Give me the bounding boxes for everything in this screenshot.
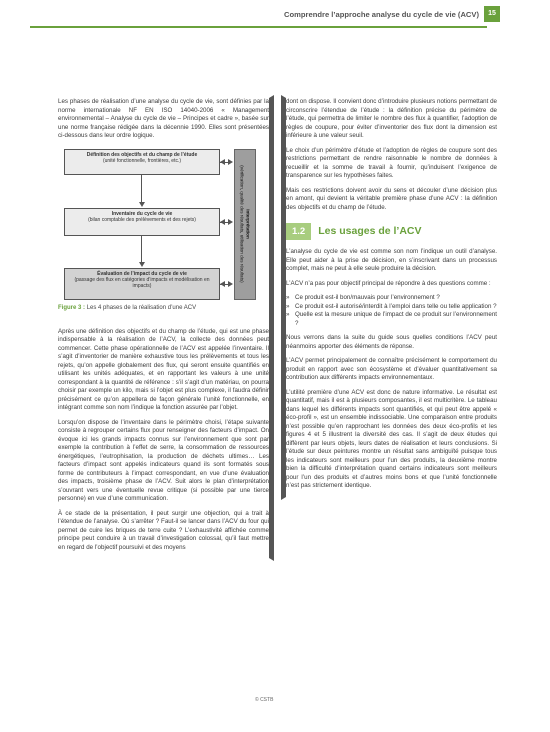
phase-title: Évaluation de l’impact du cycle de vie xyxy=(97,270,187,277)
arrow-right-icon xyxy=(228,159,233,165)
body-paragraph: L’ACV permet principalement de connaître précisément le comportement du produit en rapport avec son écosystème et d’évaluer quantitativement sa contribution aux différents impacts environnementaux. xyxy=(286,357,497,381)
section-number: 1.2 xyxy=(286,223,311,240)
phase-box-objectifs xyxy=(64,149,220,175)
header-rule xyxy=(30,26,487,28)
figure-acv-phases xyxy=(58,147,269,324)
phase-subtitle: (vérification, qualité des résultats, utilisation des résultats) xyxy=(240,165,245,283)
list-item: » Ce produit est-il bon/mauvais pour l’environnement ? xyxy=(286,294,497,303)
intro-paragraph: Les phases de réalisation d’une analyse du cycle de vie, sont définies par la norme internationale NF EN ISO 14040-2006 « Management environnemental – Analyse du cycle de vie – Principes et cadre », basée sur une norme française rédigée dans la décennie 1990. Elles sont présentées ci-dessous dans leur ordre logique. xyxy=(58,98,269,139)
body-paragraph: Le choix d’un périmètre d’étude et l’adoption de règles de coupure sont des restrictions permettant de rendre raisonnable le nombre de données à recueillir et la somme de travail à fournir, qu’induisent l’exigence de transparence sur les hypothèses faites. xyxy=(286,146,497,179)
body-paragraph: Lorsqu’on dispose de l’inventaire dans le périmètre choisi, l’étape suivante consiste à regrouper certains flux pour renseigner des facteurs d’impact. On évoque ici les grands impacts connus sur l’environnement que sont par exemple la contribution à l’effet de serre, la consommation de ressources énergétiques, l’eutrophisation, la production de déchets ultimes… Les facteurs d’impact sont appelés indicateurs quand ils sont formatés sous forme de contributeurs à l’impact correspondant, en vue d’une évaluation des impacts, troisième phase de l’ACV. Suit alors le plan d’interprétation s’ouvrant vers une éventuelle revue critique (si possible par une tierce personne) en vue d’une communication. xyxy=(58,418,269,502)
figure-caption-text: Les 4 phases de la réalisation d’une ACV xyxy=(86,304,197,311)
body-paragraph: Mais ces restrictions doivent avoir du sens et découler d’une décision plus en amont, qui devient la véritable première phase d’une ACV : la définition des objectifs et du champ de l’étude. xyxy=(286,186,497,211)
arrow-left-icon xyxy=(220,219,225,225)
arrow-right-icon xyxy=(228,281,233,287)
right-column xyxy=(281,95,497,500)
section-title: Les usages de l’ACV xyxy=(318,225,422,237)
body-paragraph: L’ACV n’a pas pour objectif principal de répondre à des questions comme : xyxy=(286,279,491,287)
arrow-down-icon xyxy=(139,262,145,267)
phase-box-inventaire xyxy=(64,208,220,236)
arrow-line xyxy=(141,175,142,203)
arrow-line xyxy=(141,236,142,263)
left-column xyxy=(58,95,274,561)
footer-copyright: © CSTB xyxy=(255,697,274,703)
figure-caption xyxy=(58,305,196,311)
body-paragraph: L’utilité première d’une ACV est donc de nature informative. Le résultat est quantitatif, mais il est à plusieurs composantes, il est multicritère. Le tableau dans lequel les différents impacts sont quantifiés, et qui peut être appelé « éco-profil », est un ensemble indissociable. Une comparaison entre produits n’est possible qu’en rapprochant les données des deux éco-profils et les figures 4 et 5 illustrent la diversité des cas. Il s’agit de deux études qui diffèrent par leurs objets, leurs dates de réalisation et leurs conclusions. Si l’étude sur deux peintures montre un résultat sans ambiguïté puisque tous les indicateurs sont meilleurs pour l’un des produits, la deuxième montre bien la difficulté d’interprétation quand certains indicateurs sont meilleurs pour l’un des produits et d’autres moins bons et que l’unité fonctionnelle n’est pas strictement identique. xyxy=(286,388,497,489)
list-item: » Ce produit est-il autorisé/interdit à l’emploi dans telle ou telle application ? xyxy=(286,303,497,312)
figure-caption-label: Figure 3 : xyxy=(58,304,86,311)
body-paragraph: dont on dispose. Il convient donc d’introduire plusieurs notions permettant de circonscrire l’étendue de l’étude : la définition précise du périmètre de l’étude, qui permettra de limiter le nombre des flux à quantifier, l’adoption de règles de coupure, pour éviter d’inventorier des flux dont la dimension est inférieure à une valeur seuil. xyxy=(286,98,497,139)
phase-subtitle: (bilan comptable des prélèvements et des rejets) xyxy=(88,216,196,223)
phase-title: Inventaire du cycle de vie xyxy=(111,210,173,217)
phase-title: Interprétation xyxy=(245,209,251,239)
body-paragraph: Nous verrons dans la suite du guide sous quelles conditions l’ACV peut néanmoins apporter des éléments de réponse. xyxy=(286,334,497,350)
arrow-right-icon xyxy=(228,219,233,225)
section-heading xyxy=(286,222,497,240)
arrow-left-icon xyxy=(220,281,225,287)
page-number-badge: 15 xyxy=(484,6,500,22)
phase-box-interpretation xyxy=(234,149,256,300)
running-header-title: Comprendre l’approche analyse du cycle de vie (ACV) xyxy=(284,10,479,19)
arrow-down-icon xyxy=(139,202,145,207)
phase-subtitle: (passage des flux en catégories d’impacts et modélisation en impacts) xyxy=(74,276,210,290)
body-paragraph: L’analyse du cycle de vie est comme son nom l’indique un outil d’analyse. Elle peut aider à la prise de décision, en s’inscrivant dans un processus complet, mais ne peut à elle seule produire la décision. xyxy=(286,248,497,272)
body-paragraph: Après une définition des objectifs et du champ de l’étude, qui est une phase indispensable à la réalisation de l’ACV, la collecte des données peut commencer. Cette phase opérationnelle de l’ACV est appelée l’inventaire. Il s’agit d’inventorier de manière exhaustive tous les prélèvements et tous les rejets, qu’on appelle globalement des flux, qui seront ensuite quantifiés en utilisant les unités adéquates, et en rapportant les valeurs à une unité correspondant à la quantité de référence : s’il s’agit d’un matériau, on pourra choisir par exemple un kilo, mais si l’objet est plus complexe, il faudra définir précisément ce qu’on appellera de façon générale l’unité fonctionnelle, en intégrant comme son nom l’indique la fonction assurée par l’objet. xyxy=(58,327,269,411)
question-list xyxy=(286,294,497,328)
phase-box-evaluation xyxy=(64,268,220,300)
arrow-left-icon xyxy=(220,159,225,165)
phase-title: Définition des objectifs et du champ de l’étude xyxy=(86,151,198,158)
phase-subtitle: (unité fonctionnelle, frontières, etc.) xyxy=(102,157,182,164)
list-item: » Quelle est la mesure unique de l’impact de ce produit sur l’environnement ? xyxy=(286,311,497,328)
body-paragraph: À ce stade de la présentation, il peut surgir une objection, qui a trait à l’étendue de l’analyse. Où s’arrêter ? Faut-il se lancer dans l’ACV du four qui permet de cuire les briques de terre cuite ? L’exhaustivité affichée comme principe peut conduire à un travail d’investigation colossal, qu’il faut mettre en regard de l’objectif poursuivi et des moyens xyxy=(58,509,269,551)
